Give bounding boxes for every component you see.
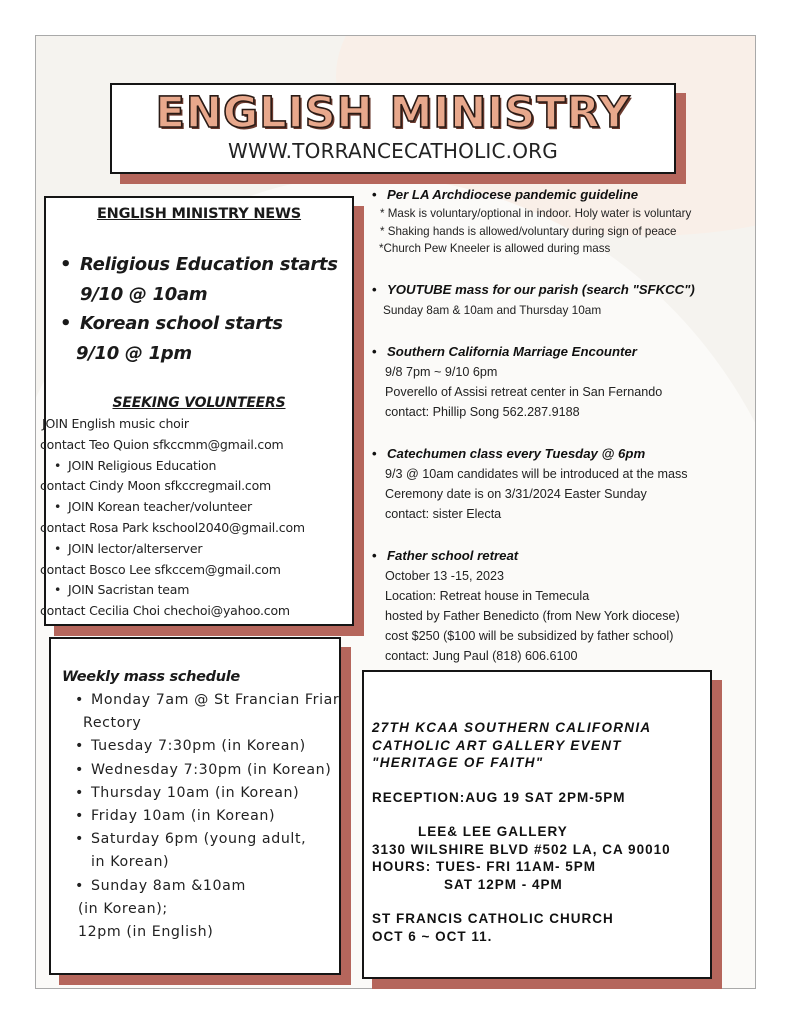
volunteer-join-text: JOIN Korean teacher/volunteer bbox=[68, 499, 252, 515]
schedule-item-text: Friday 10am (in Korean) bbox=[91, 808, 276, 825]
notice-line: 9/8 7pm ~ 9/10 6pm bbox=[385, 364, 498, 379]
volunteer-join-text: JOIN English music choir bbox=[42, 416, 189, 431]
notice-line: * Shaking hands is allowed/voluntary during sign of peace bbox=[380, 224, 677, 238]
notice-title bbox=[372, 546, 742, 566]
schedule-item-text: Thursday 10am (in Korean) bbox=[91, 784, 300, 801]
news-item-date: 9/10 @ 1pm bbox=[76, 342, 192, 364]
schedule-item-text: 12pm (in English) bbox=[78, 924, 214, 941]
schedule-heading: Weekly mass schedule bbox=[62, 669, 240, 685]
notice-title-text: Per LA Archdiocese pandemic guideline bbox=[387, 187, 639, 202]
volunteer-join bbox=[46, 580, 352, 601]
schedule-item-text: Monday 7am @ St Francian Friar bbox=[91, 692, 340, 708]
notice-catechumen-class bbox=[372, 444, 742, 524]
volunteer-contact[interactable]: contact Cecilia Choi chechoi@yahoo.com bbox=[40, 603, 290, 619]
schedule-item-text: in Korean) bbox=[91, 854, 170, 871]
bullet-icon: • bbox=[75, 692, 84, 708]
schedule-item bbox=[75, 759, 339, 782]
schedule-item-text: Rectory bbox=[83, 715, 142, 732]
notice-title-text: Southern California Marriage Encounter bbox=[387, 343, 637, 359]
volunteer-join-text: JOIN Religious Education bbox=[68, 457, 217, 473]
notice-line: contact: sister Electa bbox=[385, 506, 502, 521]
bullet-icon: • bbox=[54, 582, 62, 598]
bullet-icon: • bbox=[54, 457, 62, 473]
bullet-icon: • bbox=[60, 313, 72, 334]
bullet-icon: • bbox=[372, 445, 377, 461]
news-item-date: 9/10 @ 10am bbox=[80, 283, 208, 305]
notice-line: 9/3 @ 10am candidates will be introduced at the mass bbox=[385, 466, 688, 481]
bullet-icon: • bbox=[75, 784, 84, 801]
bullet-icon: • bbox=[372, 187, 377, 202]
notices-column bbox=[372, 185, 742, 688]
news-item-title: Korean school starts bbox=[80, 313, 283, 334]
notice-title bbox=[372, 280, 742, 300]
schedule-item-text: (in Korean); bbox=[78, 900, 168, 917]
bullet-icon: • bbox=[54, 540, 62, 556]
bullet-icon: • bbox=[372, 343, 377, 359]
news-item bbox=[60, 309, 352, 368]
schedule-item-text: Saturday 6pm (young adult, bbox=[91, 831, 307, 848]
news-item bbox=[60, 250, 352, 309]
schedule-list bbox=[51, 689, 339, 944]
bullet-icon: • bbox=[75, 877, 84, 894]
notice-title-text: YOUTUBE mass for our parish (search "SFKCC") bbox=[387, 281, 695, 297]
volunteer-contact[interactable]: contact Rosa Park kschool2040@gmail.com bbox=[40, 519, 305, 535]
gallery-reception: RECEPTION:AUG 19 SAT 2PM-5PM bbox=[372, 789, 626, 805]
notice-line: Location: Retreat house in Temecula bbox=[385, 588, 590, 603]
spacer bbox=[372, 806, 710, 823]
schedule-item bbox=[75, 689, 339, 735]
news-item-title: Religious Education starts bbox=[80, 254, 338, 275]
notice-line: October 13 -15, 2023 bbox=[385, 568, 505, 583]
notice-line: *Church Pew Kneeler is allowed during mass bbox=[379, 242, 611, 256]
mass-schedule-box bbox=[49, 637, 341, 975]
website-url[interactable]: WWW.TORRANCECATHOLIC.ORG bbox=[228, 139, 558, 163]
volunteer-join-text: JOIN Sacristan team bbox=[68, 582, 190, 598]
header-banner bbox=[110, 83, 676, 174]
gallery-venue: LEE& LEE GALLERY bbox=[418, 824, 568, 839]
notice-title-text: Father school retreat bbox=[387, 547, 519, 563]
schedule-item bbox=[75, 805, 339, 828]
schedule-item-text: Sunday 8am &10am bbox=[91, 877, 246, 894]
gallery-church: ST FRANCIS CATHOLIC CHURCH bbox=[372, 911, 614, 926]
notice-line: Poverello of Assisi retreat center in San Fernando bbox=[385, 384, 663, 399]
notice-line: hosted by Father Benedicto (from New York diocese) bbox=[385, 608, 680, 623]
bullet-icon: • bbox=[75, 831, 84, 848]
gallery-title-line: 27TH KCAA SOUTHERN CALIFORNIA bbox=[372, 720, 652, 735]
schedule-item-text: Tuesday 7:30pm (in Korean) bbox=[91, 738, 306, 755]
spacer bbox=[372, 893, 710, 910]
volunteer-join bbox=[46, 539, 352, 560]
news-heading: ENGLISH MINISTRY NEWS bbox=[96, 206, 302, 222]
schedule-item-text: Wednesday 7:30pm (in Korean) bbox=[91, 761, 332, 778]
notice-line: * Mask is voluntary/optional in indoor. Holy water is voluntary bbox=[380, 207, 692, 220]
gallery-title-line: CATHOLIC ART GALLERY EVENT bbox=[372, 737, 622, 753]
gallery-title-line: "HERITAGE OF FAITH" bbox=[372, 755, 544, 770]
gallery-address: 3130 WILSHIRE BLVD #502 LA, CA 90010 bbox=[372, 841, 671, 857]
notice-pandemic-guideline bbox=[372, 185, 742, 258]
notice-line: cost $250 ($100 will be subsidized by father school) bbox=[385, 628, 674, 643]
notice-line: Ceremony date is on 3/31/2024 Easter Sunday bbox=[385, 486, 647, 501]
notice-line: Sunday 8am & 10am and Thursday 10am bbox=[383, 302, 602, 317]
volunteer-join bbox=[46, 456, 352, 477]
notice-father-school-retreat bbox=[372, 546, 742, 666]
art-gallery-event-box bbox=[362, 670, 712, 979]
schedule-item bbox=[75, 875, 339, 945]
spacer bbox=[372, 772, 710, 789]
news-box bbox=[40, 196, 354, 626]
bullet-icon: • bbox=[75, 738, 84, 755]
notice-line: contact: Jung Paul (818) 606.6100 bbox=[385, 648, 578, 663]
volunteers-heading: SEEKING VOLUNTEERS bbox=[112, 395, 286, 411]
volunteer-contact[interactable]: contact Bosco Lee sfkccem@gmail.com bbox=[40, 561, 281, 577]
volunteer-contact[interactable]: contact Cindy Moon sfkccregmail.com bbox=[40, 478, 271, 494]
notice-marriage-encounter bbox=[372, 342, 742, 422]
bullet-icon: • bbox=[372, 281, 377, 297]
volunteer-join bbox=[42, 414, 352, 435]
schedule-item bbox=[75, 782, 339, 805]
page-title: ENGLISH MINISTRY bbox=[155, 88, 631, 138]
notice-title-text: Catechumen class every Tuesday @ 6pm bbox=[387, 445, 646, 461]
notice-title bbox=[372, 185, 742, 205]
bullet-icon: • bbox=[54, 499, 62, 515]
gallery-hours-saturday: SAT 12PM - 4PM bbox=[444, 876, 563, 892]
bullet-icon: • bbox=[372, 547, 377, 563]
news-list bbox=[46, 250, 352, 368]
gallery-church-dates: OCT 6 ~ OCT 11. bbox=[372, 928, 493, 944]
notice-title bbox=[372, 444, 742, 464]
bullet-icon: • bbox=[60, 254, 72, 275]
volunteer-join bbox=[46, 497, 352, 518]
gallery-hours-weekday: HOURS: TUES- FRI 11AM- 5PM bbox=[372, 859, 597, 874]
volunteer-join-text: JOIN lector/alterserver bbox=[68, 540, 203, 556]
bullet-icon: • bbox=[75, 761, 84, 778]
volunteers-list bbox=[40, 414, 352, 622]
notice-title bbox=[372, 342, 742, 362]
volunteer-contact[interactable]: contact Teo Quion sfkccmm@gmail.com bbox=[40, 436, 284, 452]
schedule-item bbox=[75, 735, 339, 758]
notice-line: contact: Phillip Song 562.287.9188 bbox=[385, 404, 580, 419]
notice-youtube-mass bbox=[372, 280, 742, 320]
schedule-item bbox=[75, 828, 339, 874]
bullet-icon: • bbox=[75, 808, 84, 825]
